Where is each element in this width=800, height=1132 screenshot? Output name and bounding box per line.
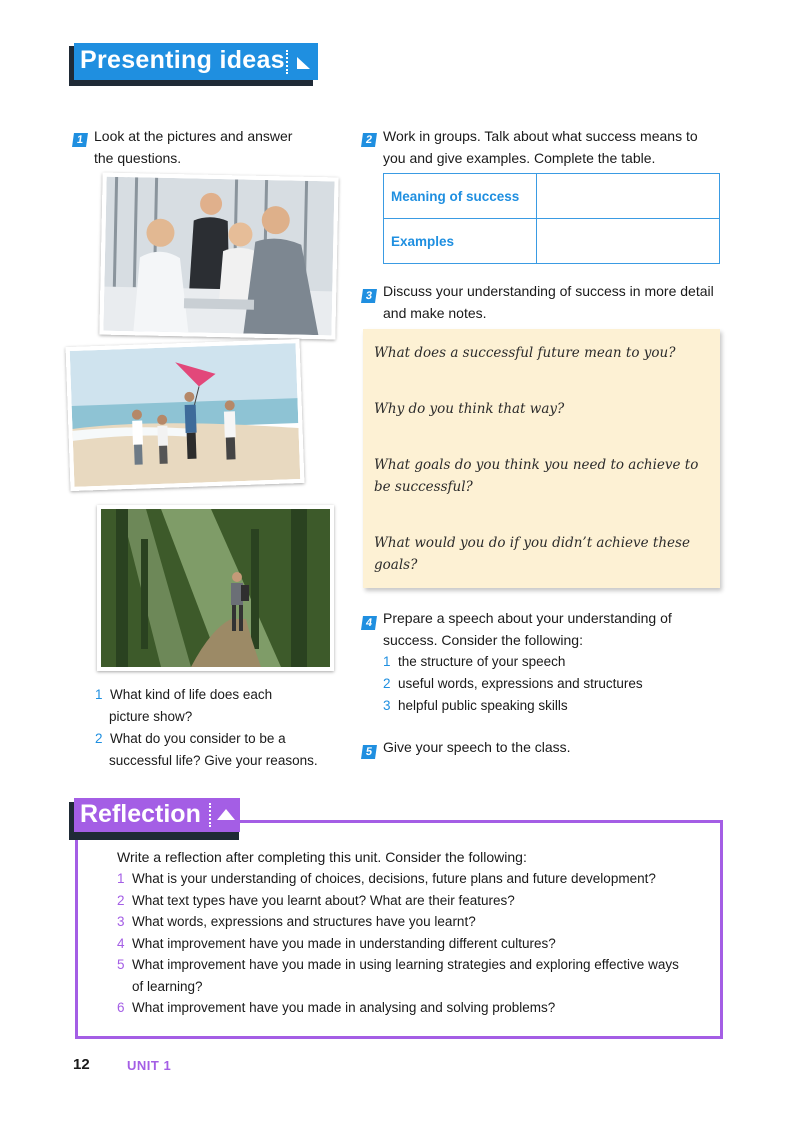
table-row (384, 219, 720, 264)
note-question-4: What would you do if you didn’t achieve these goals? (374, 535, 690, 573)
note-question-2: Why do you think that way? (374, 401, 565, 417)
list-item: 2 useful words, expressions and structures (383, 676, 643, 691)
question-4-number: 4 (362, 613, 376, 631)
question-5-text: Give your speech to the class. (383, 739, 571, 755)
header-divider (286, 50, 288, 74)
list-item: 3 helpful public speaking skills (383, 698, 568, 713)
list-item: 4 What improvement have you made in understanding different cultures? (117, 935, 556, 951)
reflection-intro: Write a reflection after completing this unit. Consider the following: (117, 849, 527, 865)
list-item: 3 What words, expressions and structures have you learnt? (117, 914, 476, 929)
photo-family-beach (66, 339, 305, 491)
question-2-number: 2 (362, 130, 376, 148)
table-label-meaning: Meaning of success (384, 174, 537, 219)
list-item: 1 What kind of life does each (95, 687, 273, 702)
business-meeting-illustration (103, 177, 334, 336)
list-item-continuation: successful life? Give your reasons. (109, 753, 318, 768)
question-4-list (383, 651, 643, 717)
corner-triangle-icon (295, 54, 312, 71)
table-row (384, 174, 720, 219)
section-title-reflection: Reflection (80, 800, 201, 828)
unit-label: UNIT 1 (127, 1058, 172, 1073)
note-question-1: What does a successful future mean to you? (374, 345, 676, 361)
list-item-continuation: picture show? (109, 709, 193, 724)
section-title-presenting-ideas: Presenting ideas (80, 46, 285, 74)
photo-business-meeting (99, 173, 338, 340)
photo-forest-hiker (97, 505, 334, 671)
list-item: 1 the structure of your speech (383, 654, 566, 669)
table-cell-meaning-input[interactable] (537, 174, 720, 219)
reflection-list (117, 868, 707, 1019)
question-2-text: Work in groups. Talk about what success means to you and give examples. Complete the table. (383, 128, 698, 166)
table-cell-examples-input[interactable] (537, 219, 720, 264)
triangle-up-icon (216, 808, 236, 822)
question-3-number: 3 (362, 286, 376, 304)
family-beach-illustration (70, 343, 301, 487)
list-item-continuation: of learning? (132, 978, 203, 994)
question-3-text: Discuss your understanding of success in more detail and make notes. (383, 283, 714, 321)
table-label-examples: Examples (384, 219, 537, 264)
list-item: 5 What improvement have you made in using learning strategies and exploring effective ways (117, 957, 679, 972)
list-item: 6 What improvement have you made in analysing and solving problems? (117, 1000, 556, 1015)
notes-card (363, 329, 720, 588)
question-1-text: Look at the pictures and answer the questions. (94, 128, 293, 166)
question-1-subquestions (95, 684, 335, 772)
page-number: 12 (73, 1056, 90, 1073)
forest-hiker-illustration (101, 509, 330, 667)
success-table (383, 173, 720, 264)
note-question-3: What goals do you think you need to achieve to be successful? (374, 457, 699, 495)
list-item: 1 What is your understanding of choices, decisions, future plans and future development? (117, 871, 656, 886)
question-4-text: Prepare a speech about your understanding of success. Consider the following: (383, 610, 672, 648)
question-1-number: 1 (73, 130, 87, 148)
question-5-number: 5 (362, 742, 376, 760)
header-divider (209, 803, 211, 827)
list-item: 2 What do you consider to be a (95, 731, 286, 746)
list-item: 2 What text types have you learnt about? What are their features? (117, 892, 515, 908)
